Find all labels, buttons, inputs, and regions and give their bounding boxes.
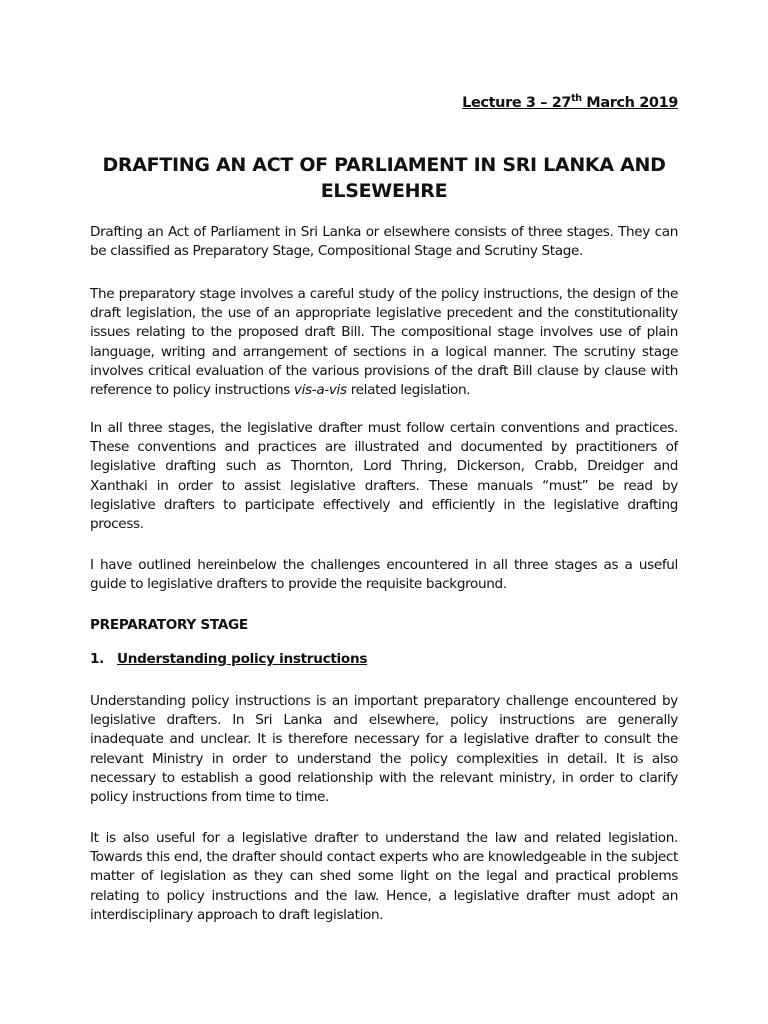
section-heading: PREPARATORY STAGE [90,617,248,633]
stages-paragraph [90,285,678,400]
stages-text-end: related legislation. [346,382,471,399]
conventions-paragraph: In all three stages, the legislative drafter must follow certain conventions and practices. These conventions and practices are illustrated and documented by practitioners of legislative drafting such as Thornton, Lord Thring, Dickerson, Crabb, Dreidger and Xanthaki in order to assist legislative drafters. These manuals “must” be read by legislative drafters to participate effectively and efficiently in the legislative drafting process. [90,420,678,533]
outline-paragraph: I have outlined hereinbelow the challenges encountered in all three stages as a useful guide to legislative drafters to provide the requisite background. [90,557,678,593]
lecture-ordinal-suffix: th [571,93,582,104]
lecture-suffix: March 2019 [581,94,678,111]
intro-paragraph: Drafting an Act of Parliament in Sri Lanka or elsewhere consists of three stages. They can be classified as Preparatory Stage, Compositional Stage and Scrutiny Stage. [90,224,678,260]
lecture-prefix: Lecture 3 – 27 [462,94,572,111]
subsection-heading [90,651,367,667]
lecture-date-header [462,93,678,111]
stages-text: The preparatory stage involves a careful study of the policy instructions, the design of the draft legislation, the use of an appropriate legislative precedent and the constitutionality issues relating to the proposed draft Bill. The compositional stage involves use of plain language, writing and arrangement of sections in a logical manner. The scrutiny stage involves critical evaluation of the various provisions of the draft Bill clause by clause with reference to policy instructions [90,286,678,399]
subsection-number: 1. [90,651,105,667]
document-title: DRAFTING AN ACT OF PARLIAMENT IN SRI LANKA AND ELSEWEHRE [102,154,666,202]
interdisciplinary-paragraph: It is also useful for a legislative drafter to understand the law and related legislation. Towards this end, the drafter should contact experts who are knowledgeable in the subject matter of legislation as they can shed some light on the legal and practical problems relating to policy instructions and the law. Hence, a legislative drafter must adopt an interdisciplinary approach to draft legislation. [90,830,678,923]
policy-paragraph: Understanding policy instructions is an important preparatory challenge encountered by legislative drafters. In Sri Lanka and elsewhere, policy instructions are generally inadequate and unclear. It is therefore necessary for a legislative drafter to consult the relevant Ministry in order to understand the policy complexities in detail. It is also necessary to establish a good relationship with the relevant ministry, in order to clarify policy instructions from time to time. [90,693,678,806]
stages-italic-term: vis-a-vis [293,382,347,399]
subsection-title: Understanding policy instructions [117,651,368,667]
